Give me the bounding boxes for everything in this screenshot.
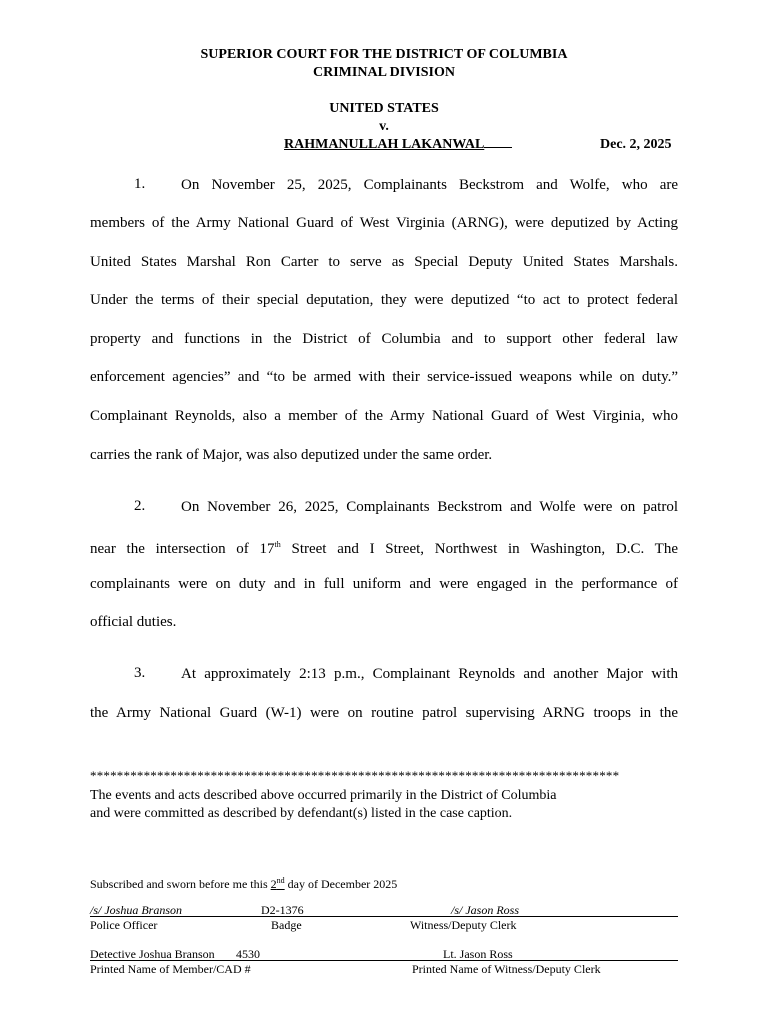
versus-label: v. xyxy=(379,119,389,134)
paragraph-line: At approximately 2:13 p.m., Complainant Reynolds and another Major with xyxy=(181,666,678,682)
court-name: SUPERIOR COURT FOR THE DISTRICT OF COLUMBIA xyxy=(200,47,568,62)
paragraph-line: On November 26, 2025, Complainants Beckstrom and Wolfe were on patrol xyxy=(181,499,678,515)
paragraph-line: United States Marshal Ron Carter to serve as Special Deputy United States Marshals. xyxy=(90,254,678,270)
plaintiff-name: UNITED STATES xyxy=(329,101,439,116)
signature-line xyxy=(90,916,678,917)
witness-printed-name: Lt. Jason Ross xyxy=(443,947,513,961)
witness-label: Witness/Deputy Clerk xyxy=(410,918,517,932)
paragraph-line: Under the terms of their special deputation, they were deputized “to act to protect federal xyxy=(90,292,678,308)
printed-name-line xyxy=(90,960,678,961)
paragraph-number: 3. xyxy=(134,665,146,681)
venue-statement-line: and were committed as described by defendant(s) listed in the case caption. xyxy=(90,806,513,821)
witness-signature: /s/ Jason Ross xyxy=(451,903,520,917)
witness-printed-label: Printed Name of Witness/Deputy Clerk xyxy=(412,962,601,976)
cad-number: 4530 xyxy=(236,947,260,961)
sworn-suffix: day of December 2025 xyxy=(284,877,398,891)
sworn-statement xyxy=(90,874,397,891)
paragraph-line: members of the Army National Guard of West Virginia (ARNG), were deputized by Acting xyxy=(90,215,678,231)
division-name: CRIMINAL DIVISION xyxy=(313,65,455,80)
sworn-day-suffix: nd xyxy=(276,876,285,885)
officer-printed-label: Printed Name of Member/CAD # xyxy=(90,962,251,976)
paragraph-line: official duties. xyxy=(90,614,177,630)
paragraph-line: Complainant Reynolds, also a member of the Army National Guard of West Virginia, who xyxy=(90,408,678,424)
separator-stars: ******************************************************************************* xyxy=(90,768,620,783)
defendant-name xyxy=(284,137,512,153)
paragraph-line: carries the rank of Major, was also deputized under the same order. xyxy=(90,447,493,463)
line-text: Street and I Street, Northwest in Washington, D.C. The xyxy=(280,541,678,557)
underline-pad xyxy=(484,147,512,148)
document-date: Dec. 2, 2025 xyxy=(600,137,672,152)
badge-number: D2-1376 xyxy=(261,903,304,917)
paragraph-number: 2. xyxy=(134,498,146,514)
paragraph-line: complainants were on duty and in full uniform and were engaged in the performance of xyxy=(90,576,678,592)
paragraph-line: On November 25, 2025, Complainants Beckstrom and Wolfe, who are xyxy=(181,177,678,193)
venue-statement-line: The events and acts described above occurred primarily in the District of Columbia xyxy=(90,788,557,803)
officer-label: Police Officer xyxy=(90,918,158,932)
ordinal-suffix: th xyxy=(274,540,281,549)
sworn-day xyxy=(271,877,285,891)
sworn-day-number: 2 xyxy=(270,877,277,891)
paragraph-line: property and functions in the District of Columbia and to support other federal law xyxy=(90,331,678,347)
badge-label: Badge xyxy=(271,918,302,932)
paragraph-line xyxy=(90,536,678,558)
officer-printed-name: Detective Joshua Branson xyxy=(90,947,215,961)
paragraph-line: the Army National Guard (W-1) were on routine patrol supervising ARNG troops in the xyxy=(90,705,678,721)
defendant-name-text: RAHMANULLAH LAKANWAL xyxy=(284,137,485,152)
officer-signature: /s/ Joshua Branson xyxy=(90,903,183,917)
paragraph-line: enforcement agencies” and “to be armed with their service-issued weapons while on duty.” xyxy=(90,369,678,385)
paragraph-number: 1. xyxy=(134,176,146,192)
line-text: near the intersection of 17 xyxy=(90,541,275,557)
sworn-prefix: Subscribed and sworn before me this xyxy=(90,877,271,891)
